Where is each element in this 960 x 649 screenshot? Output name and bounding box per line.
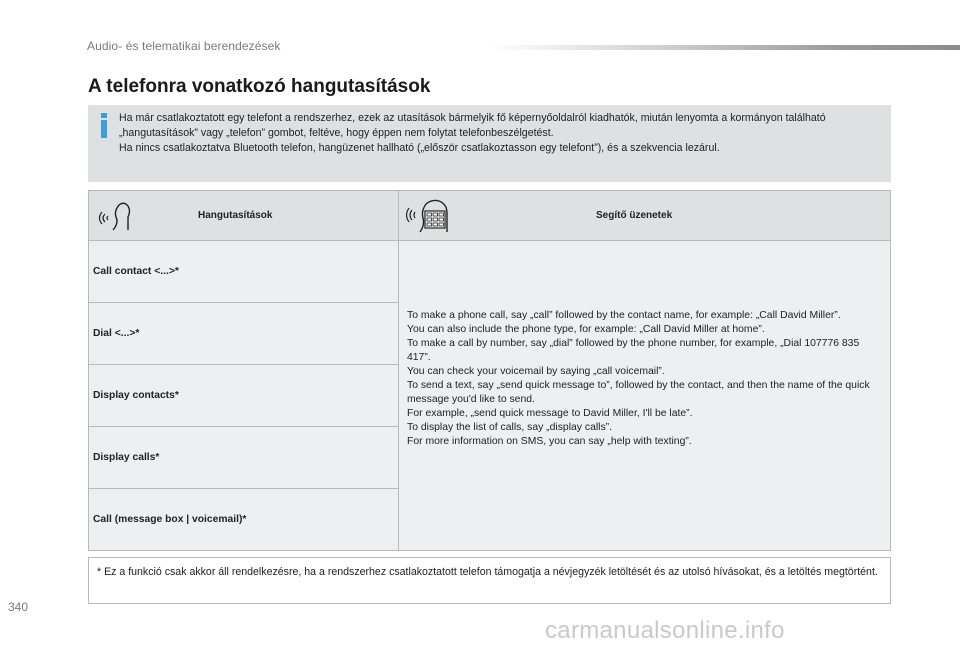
help-line: To display the list of calls, say „display calls”. — [407, 422, 613, 433]
command-display-contacts: Display contacts* — [93, 390, 179, 401]
section-header-title: Audio- és telematikai berendezések — [87, 39, 281, 53]
footnote-box — [88, 557, 891, 604]
header-commands: Hangutasítások — [198, 210, 273, 221]
table-row — [89, 489, 398, 550]
command-call-contact: Call contact <...>* — [93, 266, 179, 277]
command-call-voicemail: Call (message box | voicemail)* — [93, 514, 247, 525]
info-line-1: Ha már csatlakoztatott egy telefont a rendszerhez, ezek az utasítások bármelyik fő képernyőoldalról kiadhatók, miután lenyomta a kormányon található „hangutasítások” vagy „telefon” gombot, feltéve, hogy éppen nem folytat telefonbeszélgetést. — [119, 112, 826, 139]
help-line: For more information on SMS, you can say „help with texting”. — [407, 436, 692, 447]
header-help-messages: Segítő üzenetek — [596, 210, 673, 221]
table-row — [89, 427, 398, 489]
watermark: carmanualsonline.info — [545, 617, 785, 644]
column-divider — [398, 191, 399, 550]
command-dial: Dial <...>* — [93, 328, 140, 339]
table-row — [89, 241, 398, 303]
table-row — [89, 365, 398, 427]
page-title: A telefonra vonatkozó hangutasítások — [88, 76, 431, 97]
help-line: To send a text, say „send quick message to”, followed by the contact, and then the name of the quick message you'd like to send. — [407, 380, 870, 405]
page-number: 340 — [8, 600, 29, 614]
help-line: To make a call by number, say „dial” followed by the phone number, for example, „Dial 107776 835 417”. — [407, 338, 860, 363]
table-row — [89, 303, 398, 365]
help-line: For example, „send quick message to David Miller, I'll be late”. — [407, 408, 693, 419]
help-line: To make a phone call, say „call” followed by the contact name, for example: „Call David Miller”. — [407, 310, 841, 321]
voice-command-icon — [97, 201, 131, 231]
voice-help-message-icon — [406, 199, 450, 233]
info-icon — [99, 113, 109, 139]
help-line: You can also include the phone type, for example: „Call David Miller at home”. — [407, 324, 765, 335]
help-message-text — [407, 309, 877, 449]
footnote-text: * Ez a funkció csak akkor áll rendelkezésre, ha a rendszerhez csatlakoztatott telefon támogatja a névjegyzék letöltését és az utolsó hívásokat, és a letöltés megtörtént. — [97, 566, 878, 578]
info-line-2: Ha nincs csatlakoztatva Bluetooth telefon, hangüzenet hallható („először csatlakoztasson egy telefont”), és a szekvencia lezárul. — [119, 142, 720, 154]
info-text — [119, 111, 889, 156]
voice-commands-table — [88, 190, 891, 551]
table-header — [89, 191, 890, 241]
help-line: You can check your voicemail by saying „call voicemail”. — [407, 366, 665, 377]
header-gradient-bar — [490, 45, 960, 50]
command-display-calls: Display calls* — [93, 452, 160, 463]
info-box — [88, 105, 891, 182]
